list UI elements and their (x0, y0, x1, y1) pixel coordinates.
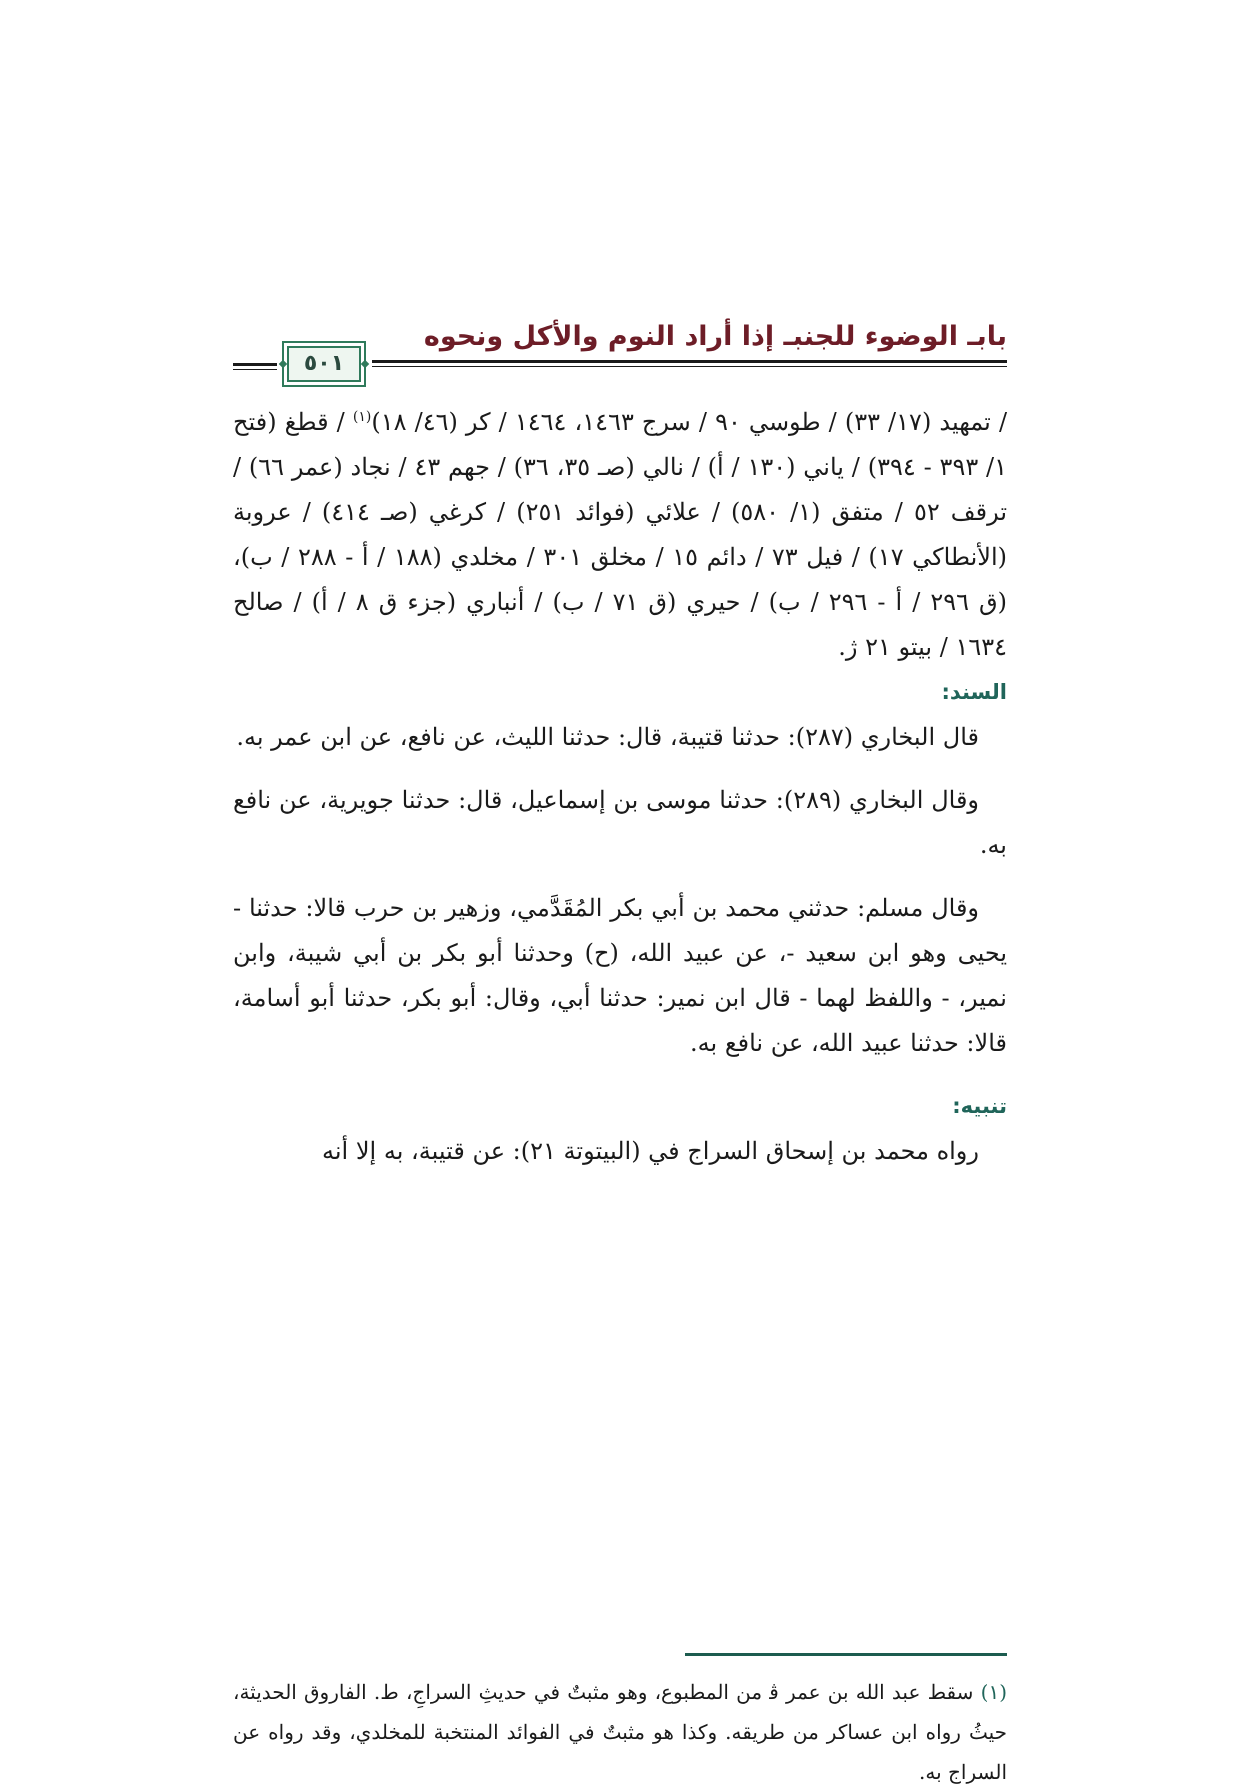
footnote-text: سقط عبد الله بن عمر ﭬ من المطبوع، وهو مثبتٌ في حديثِ السراجِ، ط. الفاروق الحديثة، حيثُ رواه ابن عساكر من طريقه. وكذا هو مثبتٌ في الفوائد المنتخبة للمخلدي، وقد رواه عن السراج به. (233, 1680, 1007, 1784)
footnote-rule (685, 1653, 1007, 1656)
header-rule-left (233, 363, 277, 366)
main-text (233, 400, 1007, 1192)
paragraph: قال البخاري (٢٨٧): حدثنا قتيبة، قال: حدثنا الليث، عن نافع، عن ابن عمر به. (236, 723, 979, 751)
header-rule-left-thin (233, 369, 277, 370)
paragraph: وقال البخاري (٢٨٩): حدثنا موسى بن إسماعيل، قال: حدثنا جويرية، عن نافع به. (233, 786, 1007, 859)
header-rule (372, 360, 1007, 363)
sanad-heading: السند: (941, 680, 1007, 704)
references-paragraph (233, 400, 1007, 670)
paragraph: وقال مسلم: حدثني محمد بن أبي بكر المُقَدَّمي، وزهير بن حرب قالا: حدثنا - يحيى وهو ابن سعيد -، عن عبيد الله، (ح) وحدثنا أبو بكر بن أبي شيبة، وابن نمير، - واللفظ لهما - قال ابن نمير: حدثنا أبي، وقال: أبو بكر، حدثنا أبو أسامة، قالا: حدثنا عبيد الله، عن نافع به. (233, 894, 1007, 1057)
page-number-badge (282, 341, 366, 387)
footnote-number: (١) (980, 1680, 1008, 1704)
tanbih-heading: تنبيه: (952, 1094, 1007, 1118)
references-text-start: / تمهيد (١٧/ ٣٣) / طوسي ٩٠ / سرج ١٤٦٣، ١٤٦٤ / كر (٤٦/ ١٨) (371, 408, 1008, 436)
paragraph: رواه محمد بن إسحاق السراج في (البيتوتة ٢١): عن قتيبة، به إلا أنه (322, 1137, 979, 1165)
chapter-title: بابـ الوضوء للجنبـ إذا أراد النوم والأكل ونحوه (423, 321, 1007, 352)
footnote-reference[interactable]: (١) (352, 409, 372, 425)
header-rule-thin (372, 366, 1007, 367)
references-text-end: / قطغ (فتح ١/ ٣٩٣ - ٣٩٤) / ياني (١٣٠ / أ) / نالي (صـ ٣٥، ٣٦) / جهم ٤٣ / نجاد (عمر ٦٦) / ترقف ٥٢ / متفق (١/ ٥٨٠) / علائي (فوائد ٢٥١) / كرغي (صـ ٤١٤) / عروبة (الأنطاكي ١٧) / فيل ٧٣ / دائم ١٥ / مخلق ٣٠١ / مخلدي (١٨٨ / أ - ٢٨٨ / ب)، (ق ٢٩٦ / أ - ٢٩٦ / ب) / حيري (ق ٧١ / ب) / أنباري (جزء ق ٨ / أ) / صالح ١٦٣٤ / بيتو ٢١ ﮊ. (233, 408, 1008, 661)
page-number: ٥٠١ (303, 351, 345, 376)
footnote (233, 1672, 1007, 1792)
